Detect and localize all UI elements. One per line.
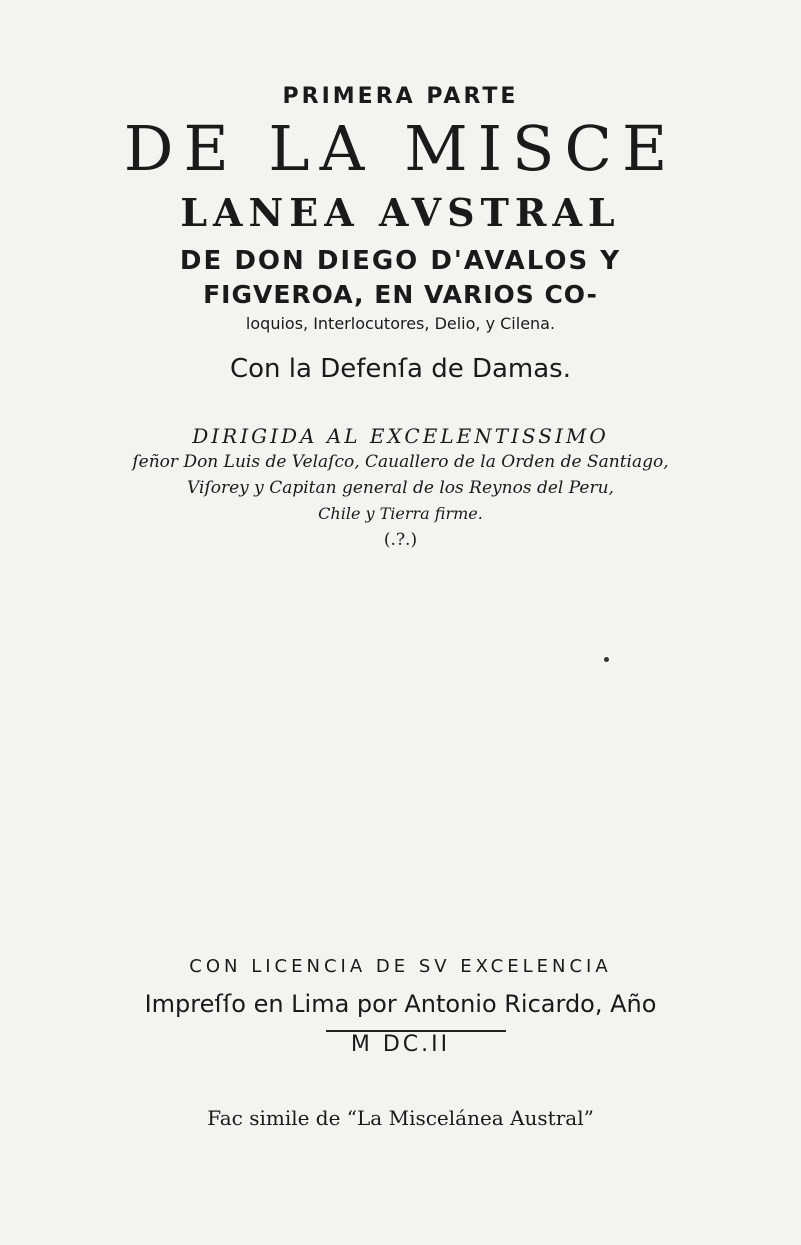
author-line-continuation: FIGVEROA, EN VARIOS CO- — [203, 280, 598, 309]
interlocutors-line: loquios, Interlocutores, Delio, y Cilena. — [245, 314, 556, 333]
main-title: DE LA MISCE — [123, 112, 678, 185]
dedication-line: Chile y Tierra firme. — [318, 504, 483, 523]
part-heading: PRIMERA PARTE — [282, 84, 519, 109]
year-line: M DC.II — [350, 1032, 451, 1057]
author-line: DE DON DIEGO D'AVALOS Y — [179, 246, 622, 276]
dedication-line: Viſorey y Capitan general de los Reynos del Peru, — [187, 478, 614, 498]
subtitle: Con la Defenſa de Damas. — [229, 354, 571, 384]
facsimile-caption: Fac simile de “La Miscelánea Austral” — [207, 1106, 594, 1130]
dedication-heading: DIRIGIDA AL EXCELENTISSIMO — [192, 424, 609, 448]
license-line: CON LICENCIA DE SV EXCELENCIA — [189, 956, 612, 977]
dedication-line: ſeñor Don Luis de Velaſco, Cauallero de la Orden de Santiago, — [132, 452, 669, 472]
imprint-line: Impreſſo en Lima por Antonio Ricardo, Año — [144, 990, 657, 1018]
ink-spot — [604, 657, 609, 662]
main-title-continuation: LANEA AVSTRAL — [180, 190, 621, 235]
dedication-mark: (.?.) — [383, 530, 418, 550]
